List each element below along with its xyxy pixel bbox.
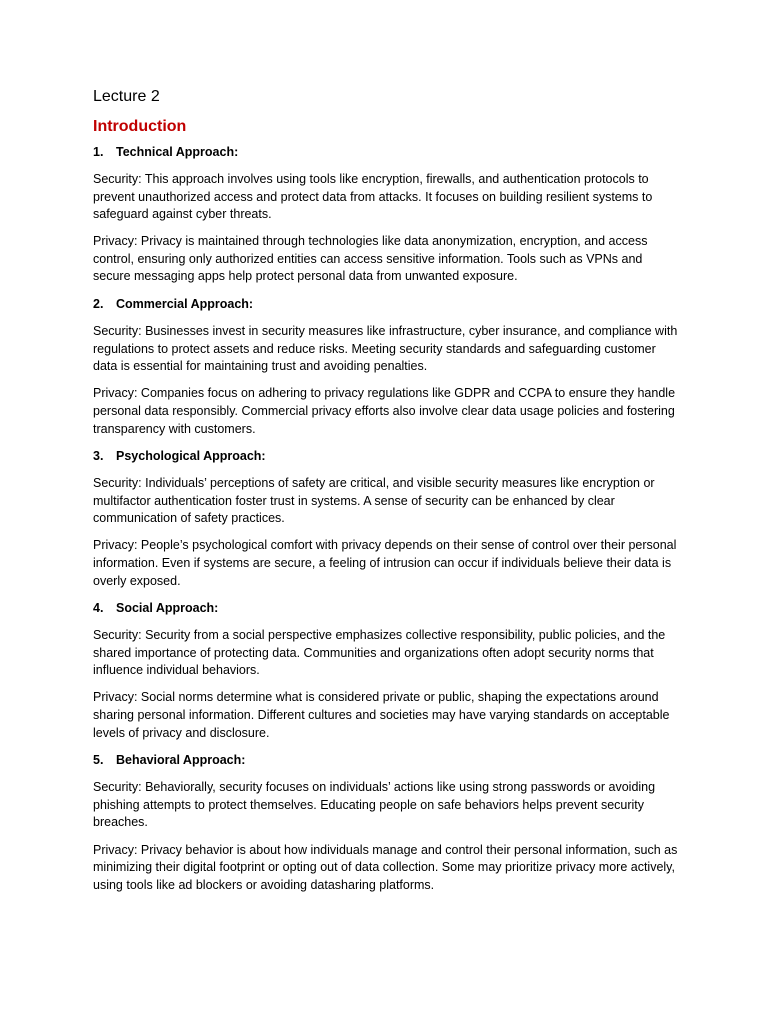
security-paragraph: Security: Individuals’ perceptions of safety are critical, and visible security measures like encryption or multifactor authentication foster trust in systems. A sense of security can be enhanced by clear communication of safety practices. [93, 476, 655, 526]
section-heading-psychological [93, 448, 683, 465]
section-number: 1. [93, 145, 104, 159]
section-number: 2. [93, 297, 104, 312]
privacy-paragraph: Privacy: Privacy behavior is about how individuals manage and control their personal information, such as minimizing their digital footprint or opting out of data collection. Some may prioritize privacy more actively, using tools like ad blockers or avoiding datasharing platforms. [93, 842, 678, 892]
section-social [93, 600, 683, 742]
section-title: Behavioral Approach: [116, 753, 246, 768]
section-heading-social [93, 600, 683, 617]
section-psychological [93, 448, 683, 590]
section-title: Commercial Approach: [116, 297, 254, 312]
security-paragraph: Security: Businesses invest in security measures like infrastructure, cyber insurance, and compliance with regulations to protect assets and reduce risks. Meeting security standards and safeguarding customer data is essential for maintaining trust and avoiding penalties. [93, 324, 678, 374]
document-title: Lecture 2 [93, 88, 160, 105]
document-page [93, 86, 683, 904]
section-title: Technical Approach: [116, 145, 239, 159]
section-title: Social Approach: [116, 601, 219, 616]
section-heading-behavioral [93, 752, 683, 769]
section-heading-commercial [93, 296, 683, 313]
security-paragraph: Security: Behaviorally, security focuses on individuals’ actions like using strong passwords or avoiding phishing attempts to protect themselves. Educating people on safe behaviors helps prevent security breaches. [93, 780, 656, 830]
privacy-paragraph: Privacy: Privacy is maintained through technologies like data anonymization, encryption, and access control, ensuring only authorized entities can access sensitive information. Tools such as VPNs and secure messaging apps help protect personal data from unwanted exposure. [93, 234, 648, 284]
introduction-heading: Introduction [93, 118, 187, 135]
section-commercial [93, 296, 683, 438]
privacy-paragraph: Privacy: Companies focus on adhering to privacy regulations like GDPR and CCPA to ensure they handle personal data responsibly. Commercial privacy efforts also involve clear data usage policies and fostering transparency with customers. [93, 386, 676, 436]
section-title: Psychological Approach: [116, 449, 266, 464]
privacy-paragraph: Privacy: Social norms determine what is considered private or public, shaping the expectations around sharing personal information. Different cultures and societies may have varying standards on acceptable levels of privacy and disclosure. [93, 690, 670, 740]
security-paragraph: Security: This approach involves using tools like encryption, firewalls, and authentication protocols to prevent unauthorized access and protect data from attacks. It focuses on building resilient systems to safeguard against cyber threats. [93, 172, 653, 222]
privacy-paragraph: Privacy: People’s psychological comfort with privacy depends on their sense of control over their personal information. Even if systems are secure, a feeling of intrusion can occur if individuals believe their data is overly exposed. [93, 538, 677, 588]
section-heading-technical [93, 144, 683, 161]
section-behavioral [93, 752, 683, 894]
section-number: 4. [93, 601, 104, 616]
section-number: 5. [93, 753, 104, 768]
section-number: 3. [93, 449, 104, 464]
security-paragraph: Security: Security from a social perspective emphasizes collective responsibility, public policies, and the shared importance of protecting data. Communities and organizations often adopt security norms that influence individual behaviors. [93, 628, 666, 678]
section-technical [93, 144, 683, 286]
